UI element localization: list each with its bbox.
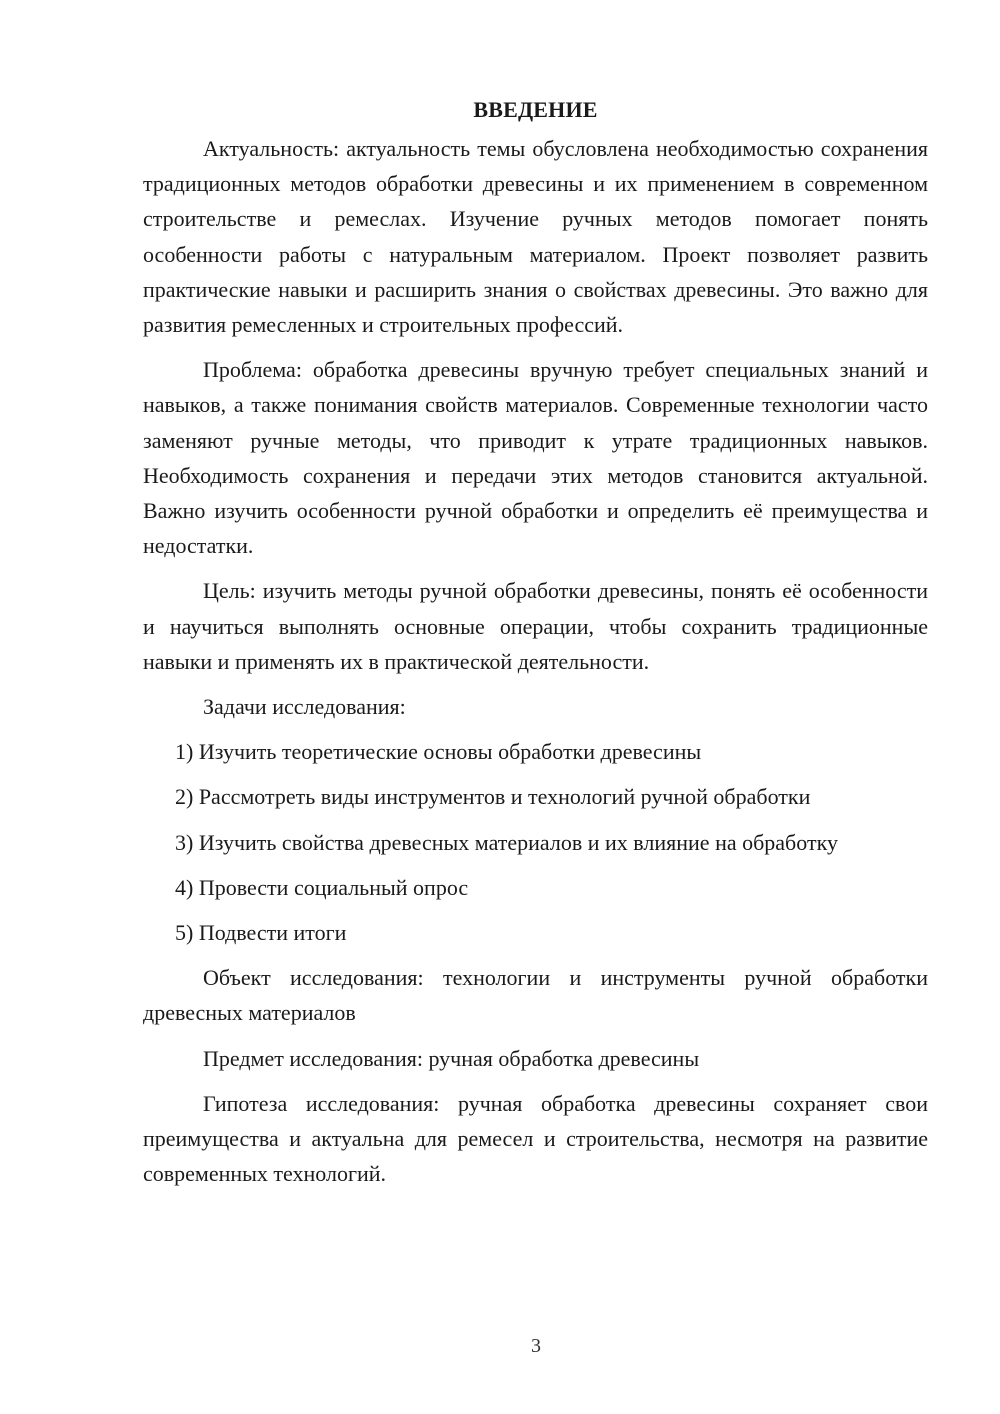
tasks-list <box>143 734 928 950</box>
document-page <box>143 92 928 1201</box>
page-number: 3 <box>531 1335 541 1357</box>
task-item: 2) Рассмотреть виды инструментов и технологий ручной обработки <box>175 784 811 810</box>
subject-paragraph: Предмет исследования: ручная обработка древесины <box>203 1045 700 1071</box>
task-item: 3) Изучить свойства древесных материалов и их влияние на обработку <box>175 829 838 855</box>
hypothesis-paragraph: Гипотеза исследования: ручная обработка древесины сохраняет свои преимущества и актуальна для ремесел и строительства, несмотря на развитие современных технологий. <box>143 1090 928 1187</box>
page-title: ВВЕДЕНИЕ <box>473 97 598 122</box>
task-item: 5) Подвести итоги <box>175 920 347 946</box>
object-paragraph: Объект исследования: технологии и инструменты ручной обработки древесных материалов <box>143 965 928 1026</box>
problem-paragraph: Проблема: обработка древесины вручную требует специальных знаний и навыков, а также понимания свойств материалов. Современные технологии часто заменяют ручные методы, что приводит к утрате традиционных навыков. Необходимость сохранения и передачи этих методов становится актуальной. Важно изучить особенности ручной обработки и определить её преимущества и недостатки. <box>143 357 928 559</box>
tasks-title: Задачи исследования: <box>203 694 406 720</box>
task-item: 1) Изучить теоретические основы обработки древесины <box>175 739 702 765</box>
relevance-paragraph: Актуальность: актуальность темы обусловлена необходимостью сохранения традиционных методов обработки древесины и их применением в современном строительстве и ремеслах. Изучение ручных методов помогает понять особенности работы с натуральным материалом. Проект позволяет развить практические навыки и расширить знания о свойствах древесины. Это важно для развития ремесленных и строительных профессий. <box>143 136 928 338</box>
goal-paragraph: Цель: изучить методы ручной обработки древесины, понять её особенности и научиться выполнять основные операции, чтобы сохранить традиционные навыки и применять их в практической деятельности. <box>143 578 928 674</box>
task-item: 4) Провести социальный опрос <box>175 874 469 900</box>
